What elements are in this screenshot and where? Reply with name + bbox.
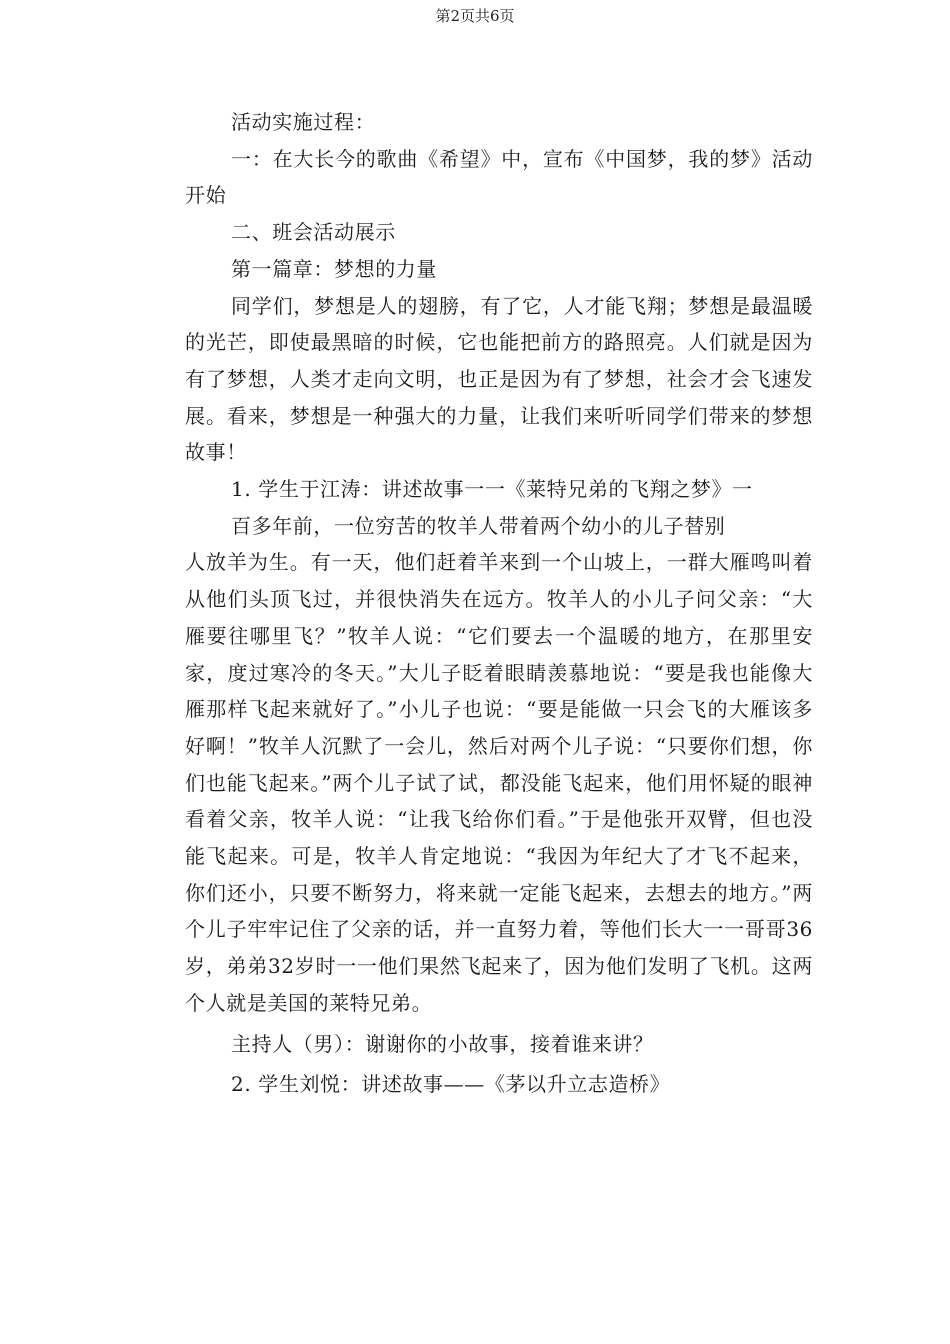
intro-paragraph: 同学们，梦想是人的翅膀，有了它，人才能飞翔；梦想是最温暖的光芒，即使最黑暗的时候，它也能把前方的路照亮。人们就是因为有了梦想，人类才走向文明，也正是因为有了梦想，社会才会飞速发展。看来，梦想是一种强大的力量，让我们来听听同学们带来的梦想故事！ [185, 293, 813, 465]
chapter-heading: 第一篇章：梦想的力量 [231, 256, 437, 281]
document-body [185, 104, 813, 1103]
story-one-title: 1. 学生于江涛：讲述故事一一《莱特兄弟的飞翔之梦》一 [231, 477, 753, 502]
story-two-title: 2. 学生刘悦：讲述故事——《茅以升立志造桥》 [231, 1072, 671, 1097]
section-heading-activities: 二、班会活动展示 [231, 220, 396, 245]
story-one-first-line: 百多年前，一位穷苦的牧羊人带着两个幼小的儿子替别 [231, 513, 726, 538]
story-one-body: 人放羊为生。有一天，他们赶着羊来到一个山坡上，一群大雁鸣叫着从他们头顶飞过，并很快消失在远方。牧羊人的小儿子问父亲：“大雁要往哪里飞？”牧羊人说：“它们要去一个温暖的地方，在那里安家，度过寒冷的冬天。”大儿子眨着眼睛羡慕地说：“要是我也能像大雁那样飞起来就好了。”小儿子也说：“要是能做一只会飞的大雁该多好啊！”牧羊人沉默了一会儿，然后对两个儿子说：“只要你们想，你们也能飞起来。”两个儿子试了试，都没能飞起来，他们用怀疑的眼神看着父亲，牧羊人说：“让我飞给你们看。”于是他张开双臂，但也没能飞起来。可是，牧羊人肯定地说：“我因为年纪大了才飞不起来，你们还小，只要不断努力，将来就一定能飞起来，去想去的地方。”两个儿子牢牢记住了父亲的话，并一直努力着，等他们长大一一哥哥36岁，弟弟32岁时一一他们果然飞起来了，因为他们发明了飞机。这两个人就是美国的莱特兄弟。 [185, 550, 813, 1015]
section-heading-process: 活动实施过程： [231, 110, 376, 134]
host-remark: 主持人（男）：谢谢你的小故事，接着谁来讲？ [231, 1031, 654, 1056]
page-number-header: 第2页共6页 [435, 7, 515, 25]
step-one-paragraph: 一：在大长今的歌曲《希望》中，宣布《中国梦，我的梦》活动开始 [185, 146, 813, 208]
